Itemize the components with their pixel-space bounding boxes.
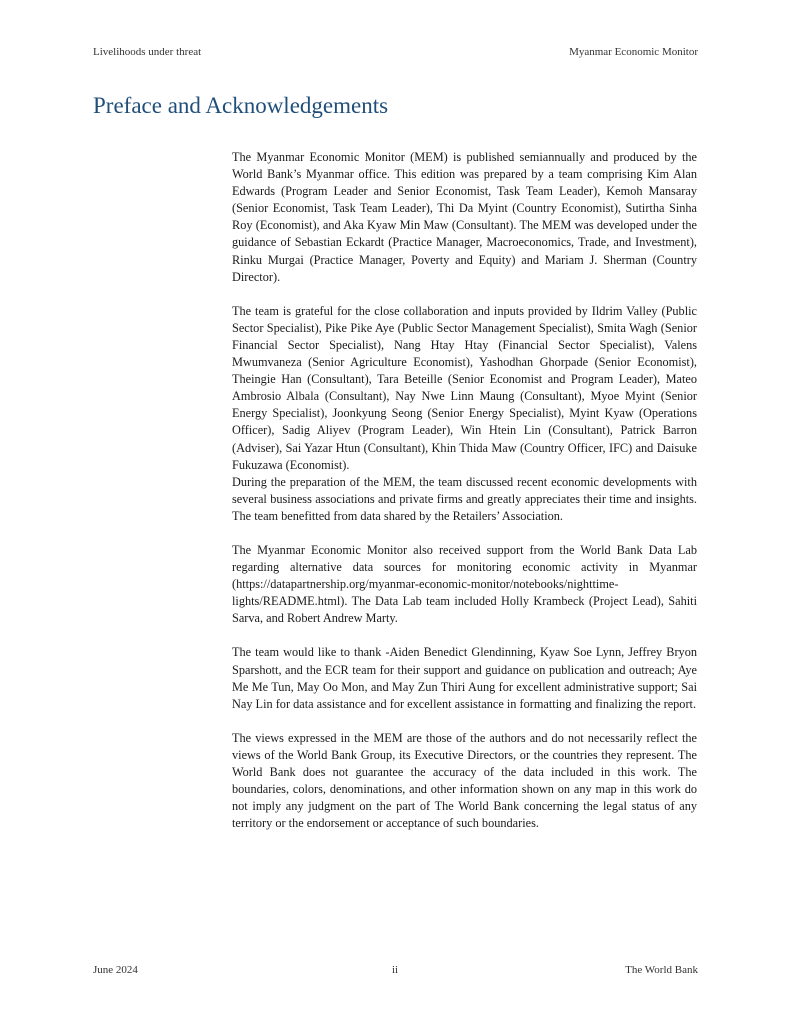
running-header-left: Livelihoods under threat [93, 46, 202, 58]
footer-date: June 2024 [93, 964, 138, 976]
paragraph-data-lab: The Myanmar Economic Monitor also received support from the World Bank Data Lab regarding alternative data sources for monitoring economic activity in Myanmar (https://datapartnership.org/myanmar-economic-monitor/notebooks/nighttime-lights/README.html). The Data Lab team included Holly Krambeck (Project Lead), Sahiti Sarva, and Robert Andrew Marty. [232, 542, 697, 626]
paragraph-team: The Myanmar Economic Monitor (MEM) is published semiannually and produced by the World Bank’s Myanmar office. This edition was prepared by a team comprising Kim Alan Edwards (Program Leader and Senior Economist, Task Team Leader), Kemoh Mansaray (Senior Economist, Task Team Leader), Thi Da Myint (Country Economist), Sutirtha Sinha Roy (Economist), and Aka Kyaw Min Maw (Consultant). The MEM was developed under the guidance of Sebastian Eckardt (Practice Manager, Macroeconomics, Trade, and Investment), Rinku Murgai (Practice Manager, Poverty and Equity) and Mariam J. Sherman (Country Director). [232, 150, 697, 284]
paragraph-collaboration: The team is grateful for the close collaboration and inputs provided by Ildrim Valley (Public Sector Specialist), Pike Pike Aye (Public Sector Management Specialist), Smita Wagh (Senior Financial Sector Specialist), Nang Htay Htay (Financial Sector Specialist), Valens Mwumvaneza (Senior Agriculture Economist), Yashodhan Ghorpade (Senior Economist), Theingie Han (Consultant), Tara Beteille (Senior Economist and Program Leader), Mateo Ambrosio Albala (Consultant), Nay Nwe Linn Maung (Consultant), Myoe Myint (Senior Energy Specialist), Joonkyung Seong (Senior Energy Specialist), Myint Kyaw (Operations Officer), Sadig Aliyev (Program Leader), Win Htein Lin (Consultant), Patrick Barron (Adviser), Sai Yazar Htun (Consultant), Khin Thida Maw (Country Officer, IFC) and Daisuke Fukuzawa (Economist). [232, 303, 697, 472]
paragraph-disclaimer: The views expressed in the MEM are those of the authors and do not necessarily reflect the views of the World Bank Group, its Executive Directors, or the countries they represent. The World Bank does not guarantee the accuracy of the data included in this work. The boundaries, colors, denominations, and other information shown on any map in this work do not imply any judgment on the part of The World Bank concerning the legal status of any territory or the endorsement or acceptance of such boundaries. [232, 730, 697, 831]
paragraph-thanks: The team would like to thank -Aiden Benedict Glendinning, Kyaw Soe Lynn, Jeffrey Bryon Sparshott, and the ECR team for their support and guidance on publication and outreach; Aye Me Me Tun, May Oo Mon, and May Zun Thiri Aung for excellent administrative support; Sai Nay Lin for data assistance and for excellent assistance in formatting and finalizing the report. [232, 645, 697, 711]
running-header-right: Myanmar Economic Monitor [569, 46, 698, 58]
body-text [232, 149, 697, 832]
page-title: Preface and Acknowledgements [93, 93, 389, 118]
footer-publisher: The World Bank [625, 964, 698, 976]
paragraph-consultations: During the preparation of the MEM, the team discussed recent economic developments with several business associations and private firms and greatly appreciates their time and insights. The team benefitted from data shared by the Retailers’ Association. [232, 474, 697, 523]
footer-page-number: ii [392, 964, 399, 976]
